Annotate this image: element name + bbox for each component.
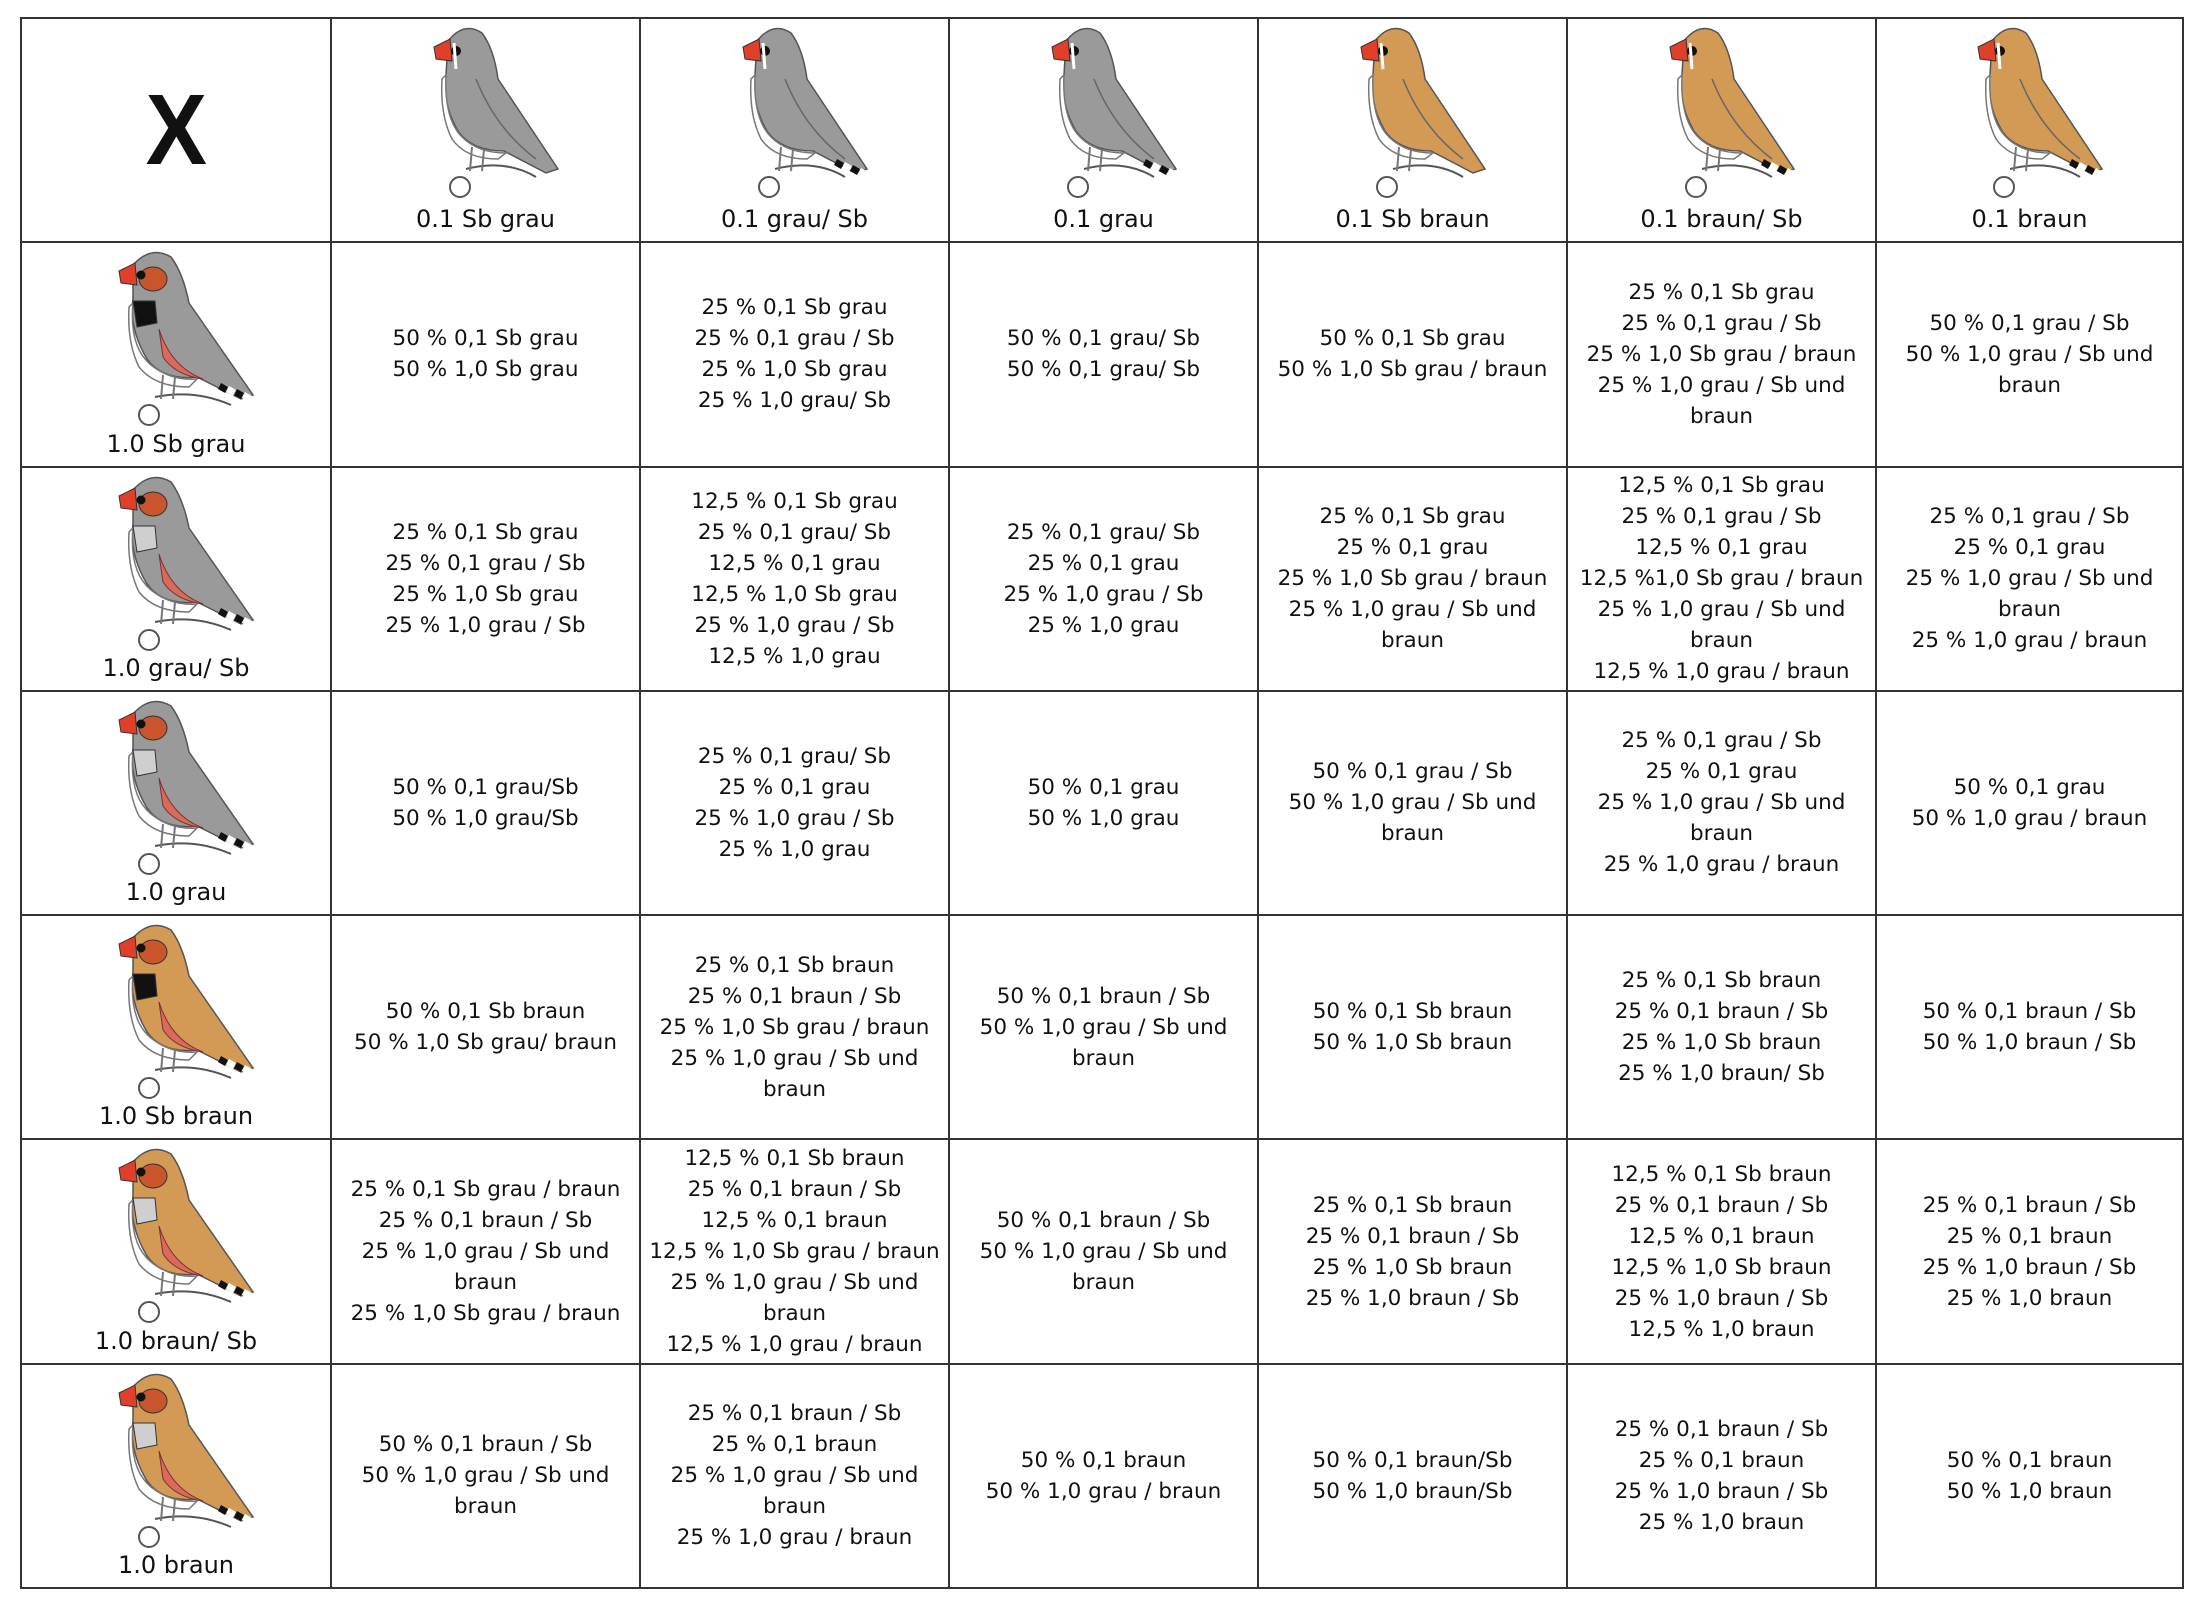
result-cell <box>640 1364 949 1588</box>
offspring-distribution: 25 % 0,1 Sb braun 25 % 0,1 braun / Sb 25 % 1,0 Sb grau / braun 25 % 1,0 grau / Sb und braun <box>659 952 930 1102</box>
result-cell <box>1876 242 2183 466</box>
result-cell <box>1258 467 1567 691</box>
result-cell <box>1258 242 1567 466</box>
offspring-distribution: 50 % 0,1 grau/ Sb 50 % 0,1 grau/ Sb <box>1006 326 1201 383</box>
offspring-distribution: 50 % 0,1 grau/Sb 50 % 1,0 grau/Sb <box>392 774 579 831</box>
finch-male-icon <box>71 470 281 665</box>
finch-female-icon <box>1313 19 1513 209</box>
header-row <box>21 18 2183 242</box>
cross-symbol: X <box>145 74 207 187</box>
offspring-distribution: 50 % 0,1 grau / Sb 50 % 1,0 grau / Sb und braun <box>1288 759 1537 847</box>
result-cell <box>1876 467 2183 691</box>
column-header-female <box>640 18 949 242</box>
column-label: 0.1 braun/ Sb <box>1640 205 1803 234</box>
offspring-distribution: 50 % 0,1 Sb braun 50 % 1,0 Sb braun <box>1312 999 1513 1056</box>
offspring-distribution: 50 % 0,1 Sb braun 50 % 1,0 Sb grau/ braun <box>354 999 617 1056</box>
row-label: 1.0 braun/ Sb <box>94 1326 258 1355</box>
row-label: 1.0 grau <box>125 878 227 907</box>
offspring-distribution: 25 % 0,1 grau/ Sb 25 % 0,1 grau 25 % 1,0 grau / Sb 25 % 1,0 grau <box>1003 519 1204 638</box>
offspring-distribution: 50 % 0,1 braun / Sb 50 % 1,0 braun / Sb <box>1922 999 2137 1056</box>
result-cell <box>949 691 1258 915</box>
offspring-distribution: 25 % 0,1 grau/ Sb 25 % 0,1 grau 25 % 1,0 grau / Sb 25 % 1,0 grau <box>694 743 895 862</box>
column-header-female <box>1567 18 1876 242</box>
offspring-distribution: 12,5 % 0,1 Sb grau 25 % 0,1 grau / Sb 12,5 % 0,1 grau 12,5 %1,0 Sb grau / braun 25 % 1,0 grau / Sb und braun 12,5 % 1,0 grau / braun <box>1579 473 1864 685</box>
result-cell <box>640 242 949 466</box>
result-cell <box>1876 915 2183 1139</box>
table-row <box>21 242 2183 466</box>
result-cell <box>1567 242 1876 466</box>
offspring-distribution: 50 % 0,1 grau 50 % 1,0 grau <box>1027 774 1180 831</box>
result-cell <box>949 467 1258 691</box>
result-cell <box>1567 1139 1876 1363</box>
row-header-male <box>21 467 331 691</box>
result-cell <box>1567 467 1876 691</box>
finch-female-icon <box>695 19 895 209</box>
table-row <box>21 467 2183 691</box>
column-header-female <box>1258 18 1567 242</box>
finch-female-icon <box>1622 19 1822 209</box>
offspring-distribution: 50 % 0,1 grau / Sb 50 % 1,0 grau / Sb und braun <box>1905 310 2154 398</box>
result-cell <box>1258 915 1567 1139</box>
crossing-table <box>20 17 2184 1589</box>
result-cell <box>1567 1364 1876 1588</box>
offspring-distribution: 25 % 0,1 Sb grau / braun 25 % 0,1 braun / Sb 25 % 1,0 grau / Sb und braun 25 % 1,0 Sb grau / braun <box>350 1177 621 1327</box>
offspring-distribution: 25 % 0,1 Sb grau 25 % 0,1 grau / Sb 25 % 1,0 Sb grau 25 % 1,0 grau / Sb <box>385 519 586 638</box>
table-row <box>21 1139 2183 1363</box>
corner-cell <box>21 18 331 242</box>
result-cell <box>949 1139 1258 1363</box>
finch-male-icon <box>71 918 281 1113</box>
offspring-distribution: 50 % 0,1 braun 50 % 1,0 grau / braun <box>985 1447 1222 1504</box>
offspring-distribution: 25 % 0,1 Sb grau 25 % 0,1 grau / Sb 25 % 1,0 Sb grau 25 % 1,0 grau/ Sb <box>694 295 895 414</box>
offspring-distribution: 25 % 0,1 braun / Sb 25 % 0,1 braun 25 % 1,0 braun / Sb 25 % 1,0 braun <box>1922 1192 2137 1311</box>
finch-female-icon <box>1004 19 1204 209</box>
offspring-distribution: 50 % 0,1 braun / Sb 50 % 1,0 grau / Sb und braun <box>361 1432 610 1520</box>
finch-male-icon <box>71 245 281 440</box>
offspring-distribution: 50 % 0,1 Sb grau 50 % 1,0 Sb grau <box>392 326 579 383</box>
offspring-distribution: 50 % 0,1 braun 50 % 1,0 braun <box>1946 1447 2113 1504</box>
offspring-distribution: 12,5 % 0,1 Sb braun 25 % 0,1 braun / Sb 12,5 % 0,1 braun 12,5 % 1,0 Sb grau / braun 25 % 1,0 grau / Sb und braun 12,5 % 1,0 grau / braun <box>649 1146 940 1358</box>
result-cell <box>1567 691 1876 915</box>
row-label: 1.0 braun <box>117 1551 235 1579</box>
offspring-distribution: 25 % 0,1 Sb braun 25 % 0,1 braun / Sb 25 % 1,0 Sb braun 25 % 1,0 braun/ Sb <box>1614 968 1829 1087</box>
result-cell <box>331 691 640 915</box>
result-cell <box>1876 1364 2183 1588</box>
row-header-male <box>21 915 331 1139</box>
row-label: 1.0 Sb braun <box>98 1102 254 1131</box>
result-cell <box>331 915 640 1139</box>
result-cell <box>331 1139 640 1363</box>
finch-male-icon <box>71 1142 281 1337</box>
offspring-distribution: 12,5 % 0,1 Sb grau 25 % 0,1 grau/ Sb 12,5 % 0,1 grau 12,5 % 1,0 Sb grau 25 % 1,0 grau / Sb 12,5 % 1,0 grau <box>691 488 898 669</box>
table-row <box>21 915 2183 1139</box>
column-header-female <box>331 18 640 242</box>
row-header-male <box>21 242 331 466</box>
offspring-distribution: 25 % 0,1 Sb braun 25 % 0,1 braun / Sb 25 % 1,0 Sb braun 25 % 1,0 braun / Sb <box>1305 1192 1520 1311</box>
result-cell <box>1258 1364 1567 1588</box>
result-cell <box>1876 691 2183 915</box>
result-cell <box>949 1364 1258 1588</box>
column-header-female <box>1876 18 2183 242</box>
row-header-male <box>21 691 331 915</box>
offspring-distribution: 50 % 0,1 Sb grau 50 % 1,0 Sb grau / braun <box>1277 326 1548 383</box>
offspring-distribution: 25 % 0,1 braun / Sb 25 % 0,1 braun 25 % 1,0 braun / Sb 25 % 1,0 braun <box>1614 1416 1829 1535</box>
result-cell <box>1567 915 1876 1139</box>
offspring-distribution: 50 % 0,1 braun/Sb 50 % 1,0 braun/Sb <box>1312 1447 1513 1504</box>
result-cell <box>331 1364 640 1588</box>
result-cell <box>331 242 640 466</box>
row-header-male <box>21 1364 331 1588</box>
result-cell <box>949 242 1258 466</box>
row-label: 1.0 Sb grau <box>106 429 246 458</box>
column-label: 0.1 Sb braun <box>1335 205 1490 234</box>
column-label: 0.1 grau/ Sb <box>721 205 868 234</box>
column-header-female <box>949 18 1258 242</box>
offspring-distribution: 25 % 0,1 braun / Sb 25 % 0,1 braun 25 % 1,0 grau / Sb und braun 25 % 1,0 grau / braun <box>670 1401 919 1551</box>
offspring-distribution: 25 % 0,1 grau / Sb 25 % 0,1 grau 25 % 1,0 grau / Sb und braun 25 % 1,0 grau / braun <box>1905 504 2154 654</box>
result-cell <box>331 467 640 691</box>
offspring-distribution: 12,5 % 0,1 Sb braun 25 % 0,1 braun / Sb 12,5 % 0,1 braun 12,5 % 1,0 Sb braun 25 % 1,0 braun / Sb 12,5 % 1,0 braun <box>1611 1161 1832 1342</box>
result-cell <box>640 691 949 915</box>
offspring-distribution: 25 % 0,1 grau / Sb 25 % 0,1 grau 25 % 1,0 grau / Sb und braun 25 % 1,0 grau / braun <box>1597 728 1846 878</box>
result-cell <box>640 915 949 1139</box>
offspring-distribution: 50 % 0,1 grau 50 % 1,0 grau / braun <box>1911 774 2148 831</box>
result-cell <box>1258 1139 1567 1363</box>
result-cell <box>640 467 949 691</box>
finch-female-icon <box>386 19 586 209</box>
result-cell <box>1258 691 1567 915</box>
table-row <box>21 691 2183 915</box>
offspring-distribution: 50 % 0,1 braun / Sb 50 % 1,0 grau / Sb und braun <box>979 983 1228 1071</box>
offspring-distribution: 25 % 0,1 Sb grau 25 % 0,1 grau / Sb 25 % 1,0 Sb grau / braun 25 % 1,0 grau / Sb und braun <box>1586 279 1857 429</box>
row-label: 1.0 grau/ Sb <box>102 653 250 682</box>
finch-male-icon <box>71 694 281 889</box>
offspring-distribution: 25 % 0,1 Sb grau 25 % 0,1 grau 25 % 1,0 Sb grau / braun 25 % 1,0 grau / Sb und braun <box>1277 504 1548 654</box>
column-label: 0.1 Sb grau <box>416 205 555 234</box>
result-cell <box>640 1139 949 1363</box>
column-label: 0.1 grau <box>1053 205 1154 234</box>
result-cell <box>949 915 1258 1139</box>
finch-female-icon <box>1930 19 2130 209</box>
row-header-male <box>21 1139 331 1363</box>
column-label: 0.1 braun <box>1971 205 2088 234</box>
finch-male-icon <box>71 1367 281 1562</box>
table-row <box>21 1364 2183 1588</box>
offspring-distribution: 50 % 0,1 braun / Sb 50 % 1,0 grau / Sb und braun <box>979 1208 1228 1296</box>
result-cell <box>1876 1139 2183 1363</box>
